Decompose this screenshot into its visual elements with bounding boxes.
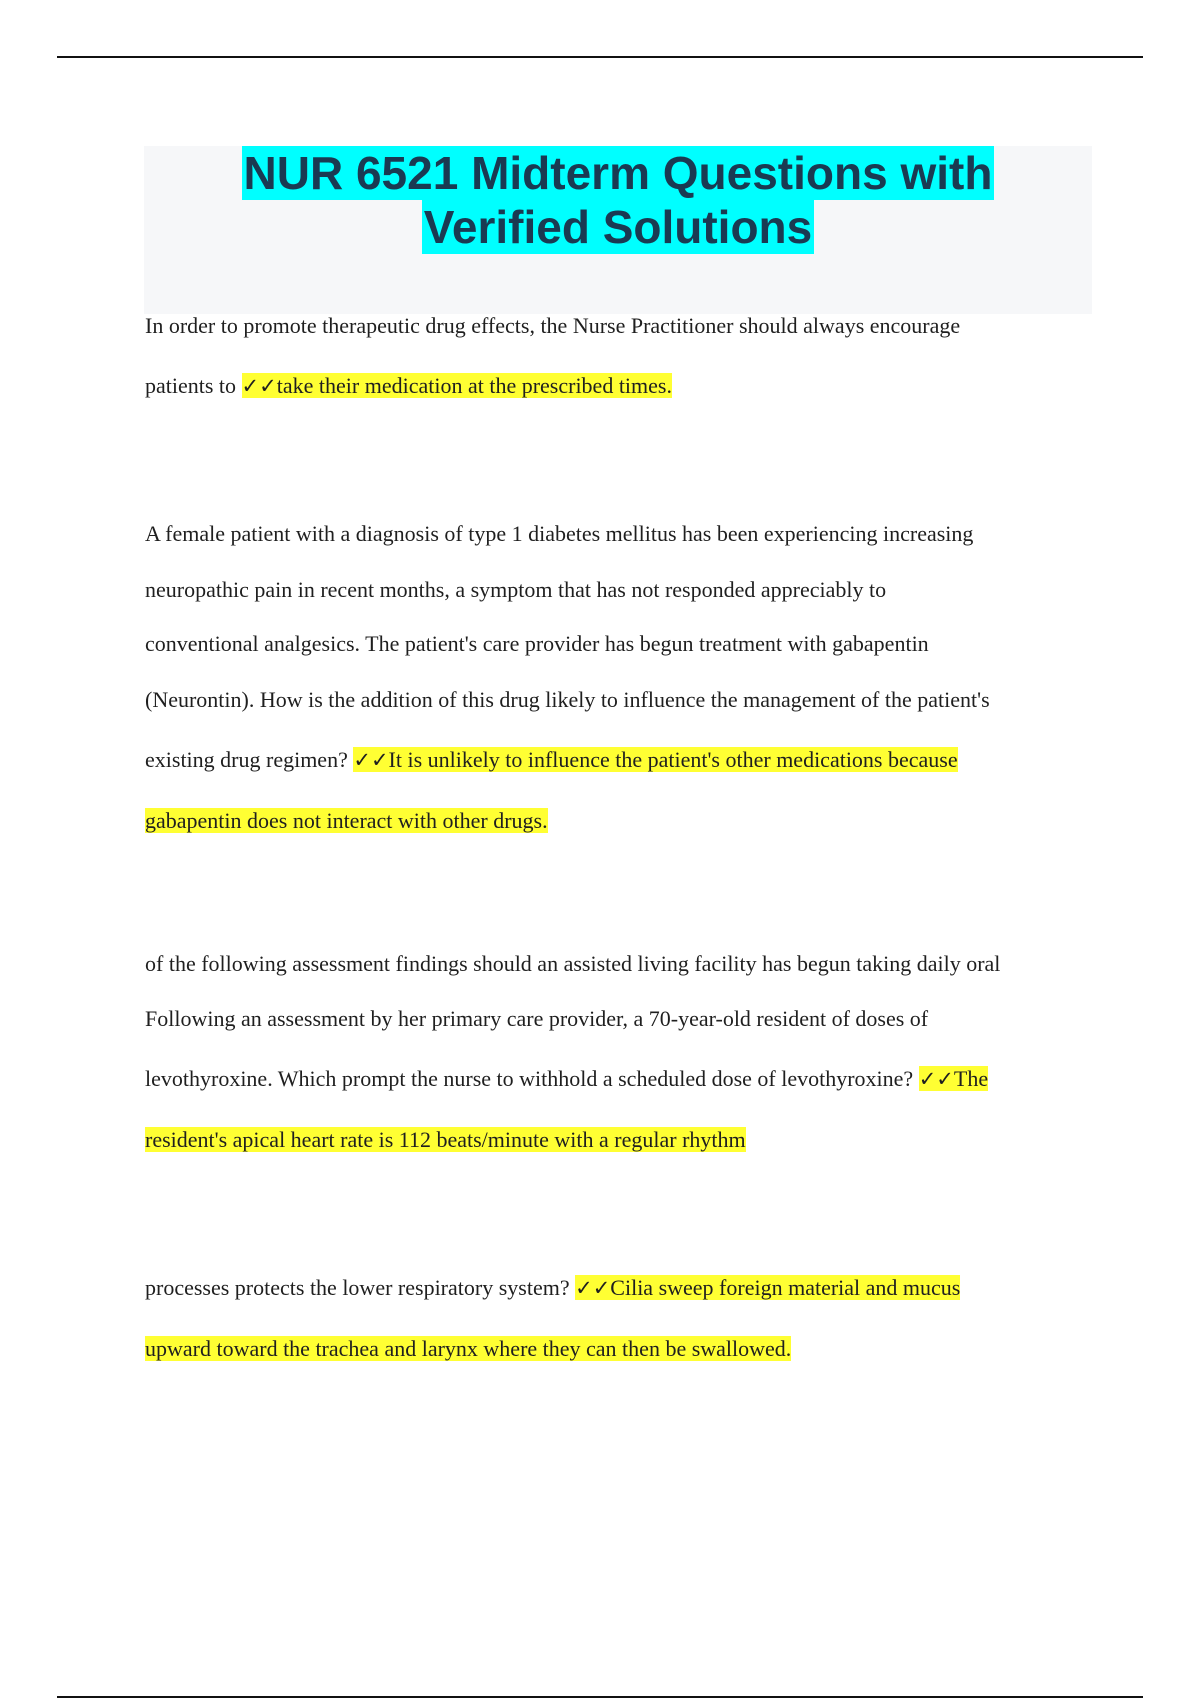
answer-highlight — [242, 373, 672, 398]
question-2-line-3: conventional analgesics. The patient's care provider has begun treatment with gabapentin — [145, 631, 929, 656]
checkmark-icon: ✓✓ — [353, 748, 389, 772]
checkmark-icon: ✓✓ — [575, 1276, 611, 1300]
checkmark-icon: ✓✓ — [241, 374, 277, 398]
question-text: patients to — [145, 373, 242, 398]
question-2-line-4: (Neurontin). How is the addition of this drug likely to influence the management of the patient's — [145, 687, 990, 712]
question-2-line-5 — [145, 745, 958, 775]
answer-highlight — [919, 1066, 988, 1091]
title-line-1: NUR 6521 Midterm Questions with — [243, 147, 993, 199]
question-text: existing drug regimen? — [145, 747, 354, 772]
answer-highlight: upward toward the trachea and larynx where they can then be swallowed. — [145, 1336, 792, 1361]
question-3-line-3 — [145, 1064, 988, 1094]
question-4-line-2 — [145, 1334, 791, 1364]
checkmark-icon: ✓✓ — [918, 1067, 954, 1091]
answer-highlight — [353, 747, 957, 772]
question-text: processes protects the lower respiratory system? — [145, 1275, 576, 1300]
title-box — [144, 146, 1092, 314]
question-2-line-2: neuropathic pain in recent months, a symptom that has not responded appreciably to — [145, 577, 887, 602]
answer-text: take their medication at the prescribed times. — [276, 373, 672, 398]
question-2-line-1: A female patient with a diagnosis of type 1 diabetes mellitus has been experiencing increasing — [145, 521, 974, 546]
answer-highlight: resident's apical heart rate is 112 beats/minute with a regular rhythm — [145, 1127, 746, 1152]
question-3-line-2: Following an assessment by her primary care provider, a 70-year-old resident of doses of — [145, 1006, 929, 1031]
answer-text: It is unlikely to influence the patient's other medications because — [388, 747, 958, 772]
bottom-rule — [57, 1696, 1143, 1698]
question-1-line-1: In order to promote therapeutic drug effects, the Nurse Practitioner should always encourage — [145, 313, 961, 338]
document-title — [144, 146, 1092, 254]
answer-highlight — [575, 1275, 960, 1300]
answer-text: Cilia sweep foreign material and mucus — [610, 1275, 961, 1300]
question-3-line-1: of the following assessment findings should an assisted living facility has begun taking daily oral — [145, 951, 1001, 976]
question-4-line-1 — [145, 1273, 960, 1303]
top-rule — [57, 56, 1143, 58]
title-line-2: Verified Solutions — [423, 201, 813, 253]
question-2-line-6 — [145, 806, 548, 836]
answer-text: The — [953, 1066, 989, 1091]
answer-highlight: gabapentin does not interact with other drugs. — [145, 808, 548, 833]
question-text: levothyroxine. Which prompt the nurse to withhold a scheduled dose of levothyroxine? — [145, 1066, 919, 1091]
question-3-line-4 — [145, 1125, 746, 1155]
question-1-line-2 — [145, 371, 672, 401]
